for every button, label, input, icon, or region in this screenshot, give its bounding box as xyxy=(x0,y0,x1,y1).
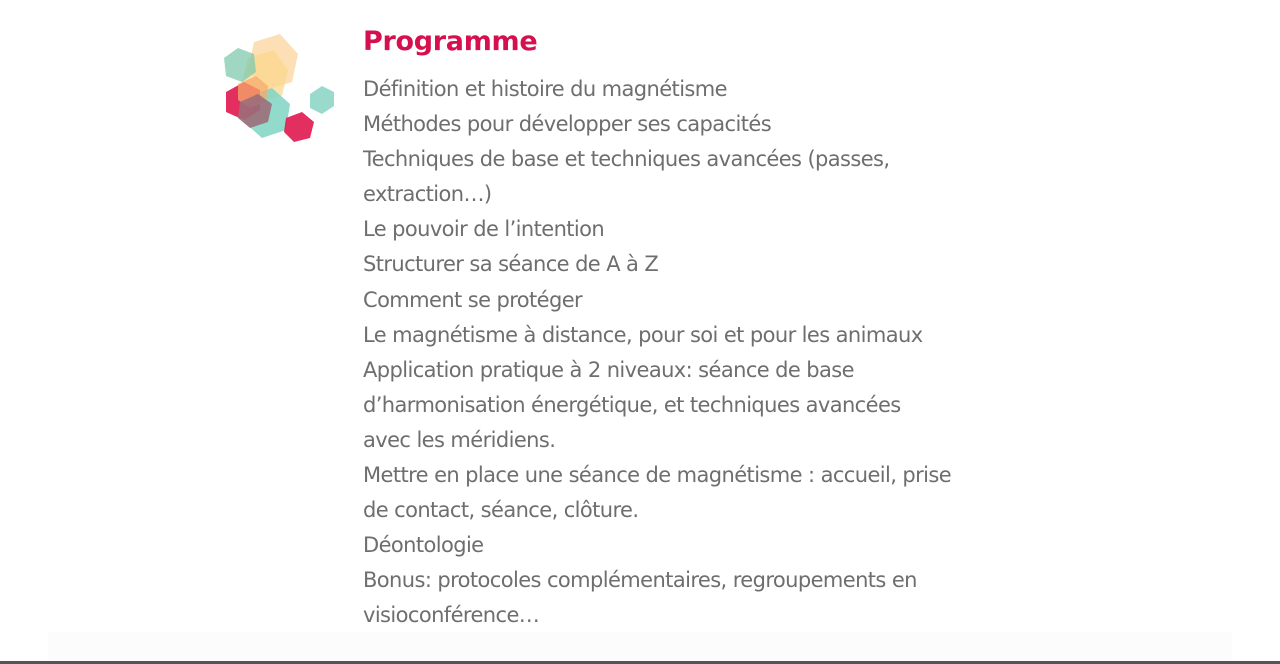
programme-line: Le pouvoir de l’intention xyxy=(363,217,605,242)
section-title: Programme xyxy=(363,26,538,57)
programme-line: Techniques de base et techniques avancées (passes, xyxy=(363,147,890,172)
programme-line: Bonus: protocoles complémentaires, regroupements en xyxy=(363,568,917,593)
programme-line: Application pratique à 2 niveaux: séance de base xyxy=(363,357,854,382)
programme-line: extraction…) xyxy=(363,182,492,207)
programme-line: Déontologie xyxy=(363,533,484,558)
programme-line: Comment se protéger xyxy=(363,287,583,312)
programme-line: Méthodes pour développer ses capacités xyxy=(363,112,772,137)
programme-line: Mettre en place une séance de magnétisme : accueil, prise xyxy=(363,463,952,488)
programme-line: Définition et histoire du magnétisme xyxy=(363,77,727,101)
programme-line: Le magnétisme à distance, pour soi et pour les animaux xyxy=(363,322,923,347)
programme-line: visioconférence… xyxy=(363,603,540,628)
programme-line: avec les méridiens. xyxy=(363,427,556,452)
hexagon-cluster-icon xyxy=(218,30,342,154)
footer-band xyxy=(48,632,1232,660)
programme-section xyxy=(363,22,1063,634)
programme-line: Structurer sa séance de A à Z xyxy=(363,252,659,277)
programme-line: d’harmonisation énergétique, et techniques avancées xyxy=(363,392,901,417)
programme-list xyxy=(363,72,1063,634)
programme-line: de contact, séance, clôture. xyxy=(363,498,639,523)
